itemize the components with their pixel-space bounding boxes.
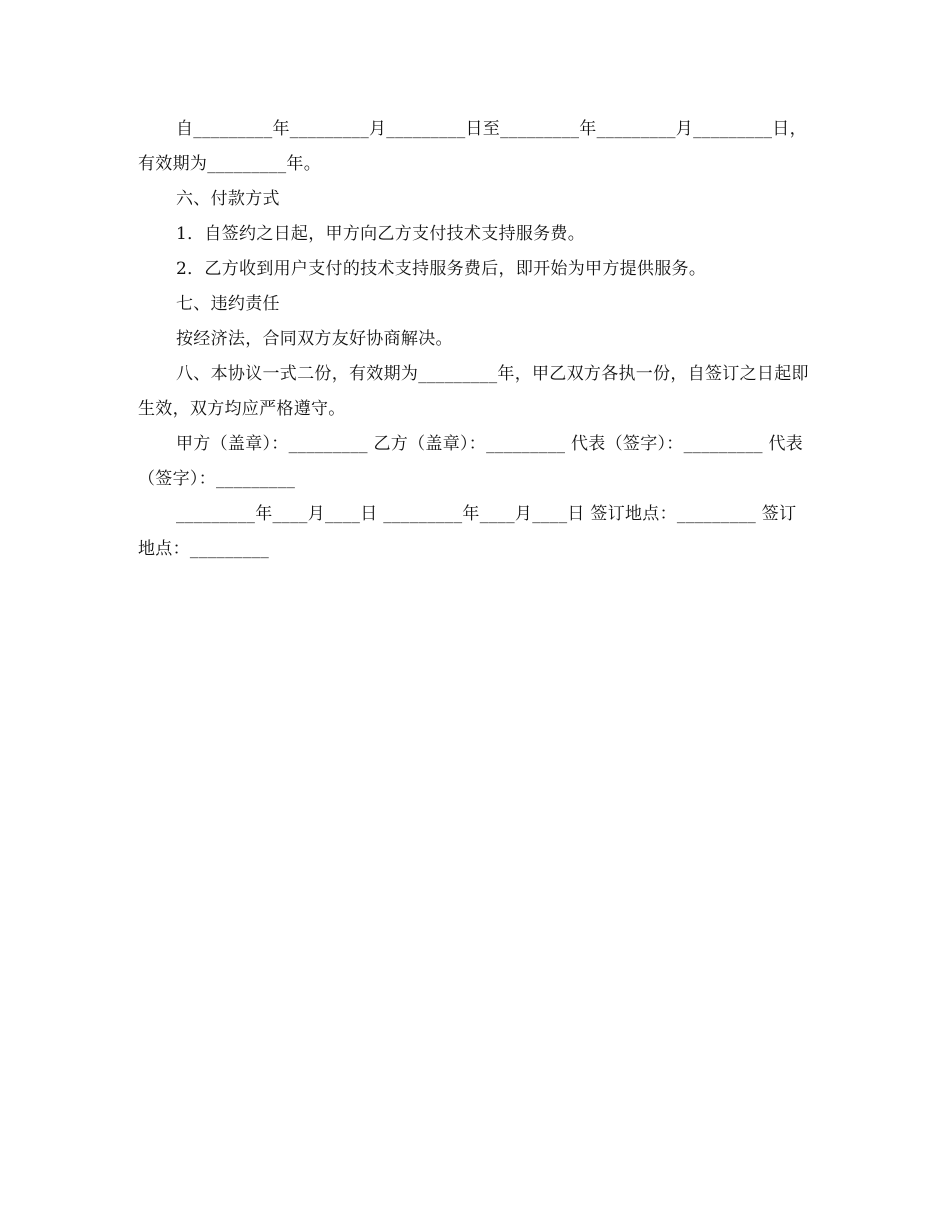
section-eight-paragraph: 八、本协议一式二份，有效期为_________年，甲乙双方各执一份，自签订之日起即生效，双方均应严格遵守。 bbox=[138, 364, 809, 419]
payment-clause-2: 2．乙方收到用户支付的技术支持服务费后，即开始为甲方提供服务。 bbox=[176, 259, 707, 279]
signature-date-location-line: _________年____月____日 _________年____月____日 签订地点：_________ 签订地点：_________ bbox=[138, 504, 797, 559]
document-body bbox=[138, 112, 812, 567]
validity-period-paragraph: 自_________年_________月_________日至_________年_________月_________日，有效期为_________年。 bbox=[138, 119, 807, 174]
section-six-heading: 六、付款方式 bbox=[176, 189, 280, 209]
payment-clause-1: 1．自签约之日起，甲方向乙方支付技术支持服务费。 bbox=[176, 224, 586, 244]
section-seven-heading: 七、违约责任 bbox=[176, 294, 280, 314]
signature-parties-line: 甲方（盖章）：_________ 乙方（盖章）：_________ 代表（签字）：_________ 代表（签字）：_________ bbox=[138, 434, 804, 489]
breach-clause: 按经济法，合同双方友好协商解决。 bbox=[176, 329, 453, 349]
